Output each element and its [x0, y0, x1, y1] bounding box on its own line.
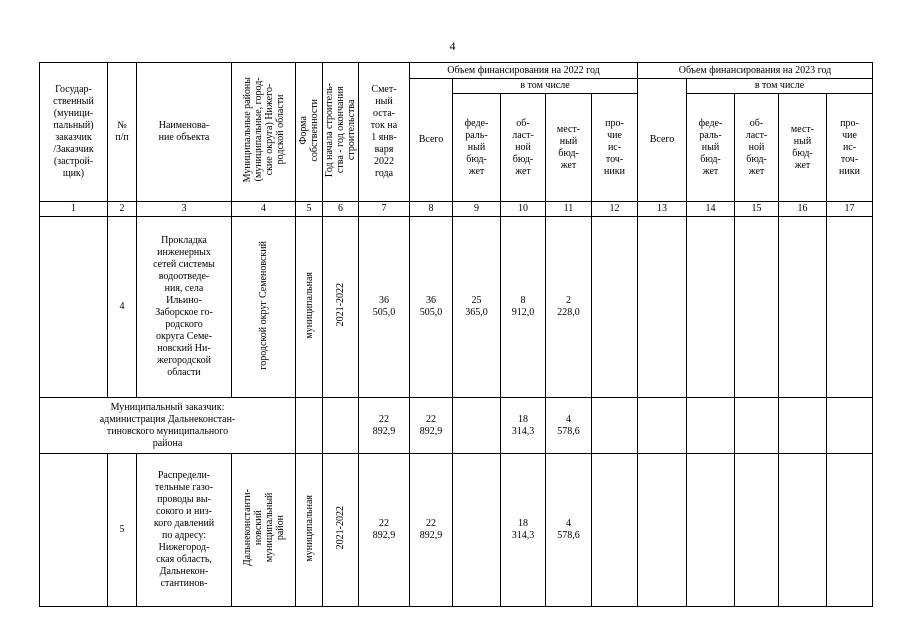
column-number: 2 — [108, 202, 137, 217]
column-number: 14 — [687, 202, 735, 217]
local-2022-cell: 4 578,6 — [546, 398, 592, 454]
customer-cell — [40, 217, 108, 398]
header-federal-2023: феде- раль- ный бюд- жет — [687, 94, 735, 202]
object-name: Прокладка инженерных сетей системы водоотведе- ния, села Ильино- Заборское го- родского округа Семе- новский Ни- жегородской области — [137, 217, 232, 398]
other-2023-cell — [827, 454, 873, 607]
header-other-2022: про- чие ис- точ- ники — [592, 94, 638, 202]
header-including-2023: в том числе — [687, 79, 873, 94]
column-number: 15 — [735, 202, 779, 217]
district-cell: Дальнеконстанти- новский муниципальный район — [232, 454, 296, 607]
column-number: 4 — [232, 202, 296, 217]
column-number: 17 — [827, 202, 873, 217]
total-2022-cell: 36 505,0 — [410, 217, 453, 398]
column-number: 12 — [592, 202, 638, 217]
column-number: 3 — [137, 202, 232, 217]
regional-2022-cell: 8 912,0 — [501, 217, 546, 398]
column-number-row — [40, 202, 873, 217]
customer-cell — [40, 454, 108, 607]
balance-cell: 22 892,9 — [359, 454, 410, 607]
balance-cell: 36 505,0 — [359, 217, 410, 398]
local-2023-cell — [779, 454, 827, 607]
regional-2022-cell: 18 314,3 — [501, 454, 546, 607]
column-number: 11 — [546, 202, 592, 217]
header-financing-2022: Объем финансирования на 2022 год — [410, 63, 638, 79]
header-local-2023: мест- ный бюд- жет — [779, 94, 827, 202]
balance-cell: 22 892,9 — [359, 398, 410, 454]
local-2023-cell — [779, 217, 827, 398]
object-name: Распредели- тельные газо- проводы вы- сокого и низ- кого давлений по адресу: Нижегород- ская область, Дальнекон- стантинов- — [137, 454, 232, 607]
header-customer: Государ- ственный (муници- пальный) заказчик /Заказчик (застрой- щик) — [40, 63, 108, 202]
header-number: № п/п — [108, 63, 137, 202]
years-cell: 2021-2022 — [323, 454, 359, 607]
other-2023-cell — [827, 398, 873, 454]
regional-2023-cell — [735, 398, 779, 454]
header-row-1 — [40, 63, 873, 79]
header-district: Муниципальные районы (муниципальные, город- ские округа) Нижего- родской области — [232, 63, 296, 202]
years-cell — [323, 398, 359, 454]
header-ownership: Форма собственности — [296, 63, 323, 202]
total-2022-cell: 22 892,9 — [410, 398, 453, 454]
other-2022-cell — [592, 454, 638, 607]
other-2022-cell — [592, 398, 638, 454]
regional-2023-cell — [735, 454, 779, 607]
district-cell: городской округ Семеновский — [232, 217, 296, 398]
local-2022-cell: 4 578,6 — [546, 454, 592, 607]
other-2022-cell — [592, 217, 638, 398]
table-row — [40, 217, 873, 398]
ownership-cell: муниципальная — [296, 217, 323, 398]
total-2023-cell — [638, 398, 687, 454]
header-federal-2022: феде- раль- ный бюд- жет — [453, 94, 501, 202]
financing-table — [39, 62, 873, 607]
federal-2023-cell — [687, 454, 735, 607]
column-number: 1 — [40, 202, 108, 217]
column-number: 10 — [501, 202, 546, 217]
regional-2022-cell: 18 314,3 — [501, 398, 546, 454]
header-regional-2023: об- ласт- ной бюд- жет — [735, 94, 779, 202]
column-number: 7 — [359, 202, 410, 217]
header-object-name: Наименова- ние объекта — [137, 63, 232, 202]
total-2023-cell — [638, 454, 687, 607]
federal-2022-cell — [453, 454, 501, 607]
header-years: Год начала строитель- ства - год окончания строительства — [323, 63, 359, 202]
header-local-2022: мест- ный бюд- жет — [546, 94, 592, 202]
municipal-customer-label: Муниципальный заказчик: администрация Дальнеконстан- тиновского муниципального района — [40, 398, 296, 454]
total-2022-cell: 22 892,9 — [410, 454, 453, 607]
years-cell: 2021-2022 — [323, 217, 359, 398]
header-regional-2022: об- ласт- ной бюд- жет — [501, 94, 546, 202]
column-number: 9 — [453, 202, 501, 217]
column-number: 6 — [323, 202, 359, 217]
ownership-cell — [296, 398, 323, 454]
column-number: 13 — [638, 202, 687, 217]
local-2023-cell — [779, 398, 827, 454]
federal-2023-cell — [687, 398, 735, 454]
federal-2022-cell — [453, 398, 501, 454]
page-number: 4 — [449, 39, 456, 53]
header-including-2022: в том числе — [453, 79, 638, 94]
total-2023-cell — [638, 217, 687, 398]
federal-2023-cell — [687, 217, 735, 398]
header-total-2022: Всего — [410, 79, 453, 202]
header-balance: Смет- ный оста- ток на 1 янв- варя 2022 года — [359, 63, 410, 202]
other-2023-cell — [827, 217, 873, 398]
table-row — [40, 398, 873, 454]
table-row — [40, 454, 873, 607]
column-number: 16 — [779, 202, 827, 217]
row-number: 4 — [108, 217, 137, 398]
column-number: 5 — [296, 202, 323, 217]
row-number: 5 — [108, 454, 137, 607]
local-2022-cell: 2 228,0 — [546, 217, 592, 398]
federal-2022-cell: 25 365,0 — [453, 217, 501, 398]
regional-2023-cell — [735, 217, 779, 398]
column-number: 8 — [410, 202, 453, 217]
ownership-cell: муниципальная — [296, 454, 323, 607]
header-other-2023: про- чие ис- точ- ники — [827, 94, 873, 202]
header-financing-2023: Объем финансирования на 2023 год — [638, 63, 873, 79]
header-total-2023: Всего — [638, 79, 687, 202]
